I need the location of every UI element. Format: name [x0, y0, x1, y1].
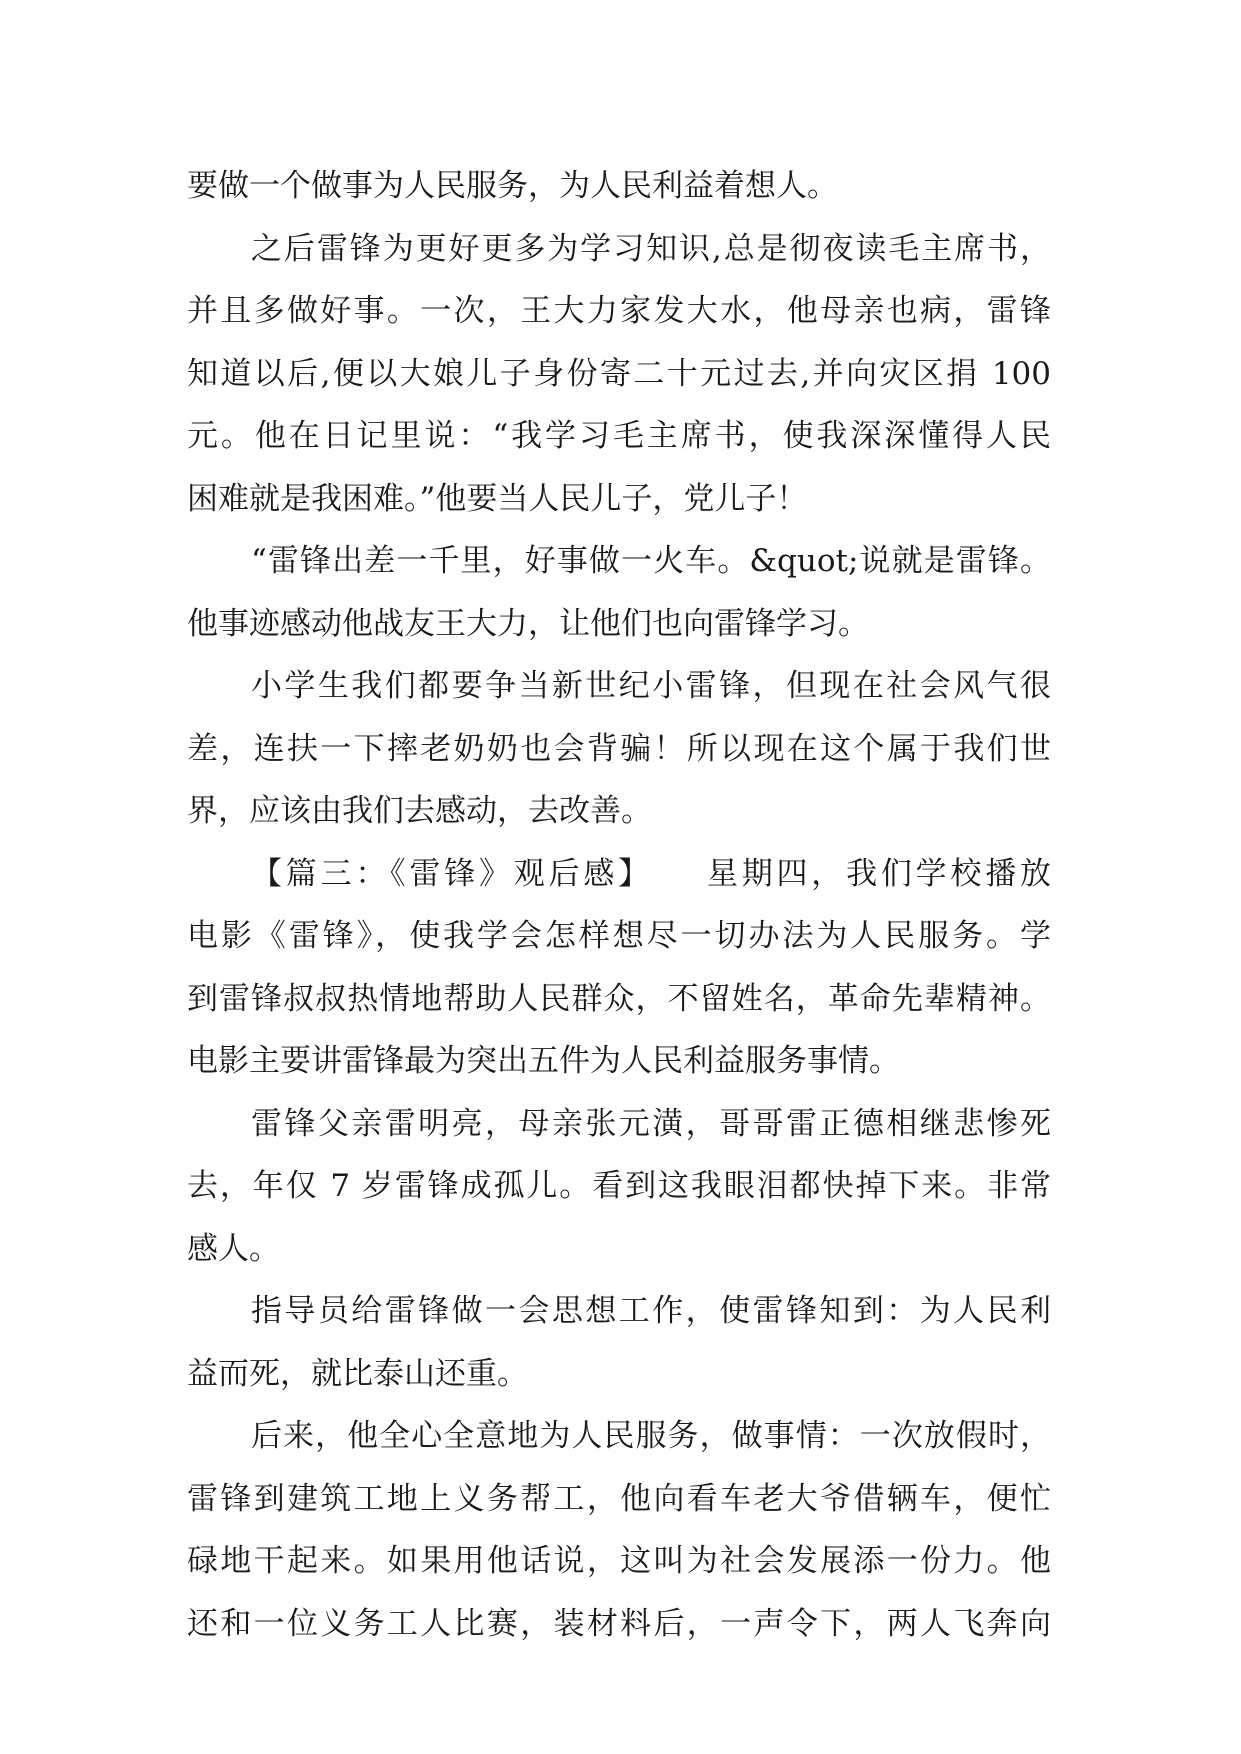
text-line: “雷锋出差一千里，好事做一火车。&quot;说就是雷锋。 [251, 543, 1051, 579]
text-line: 小学生我们都要争当新世纪小雷锋，但现在社会风气很 [251, 668, 1051, 704]
text-line: 困难就是我困难。”他要当人民儿子，党儿子！ [187, 480, 808, 517]
text-line: 还和一位义务工人比赛，装材料后，一声令下，两人飞奔向 [187, 1605, 1051, 1642]
text-line: 益而死，就比泰山还重。 [187, 1355, 528, 1392]
text-line: 指导员给雷锋做一会思想工作，使雷锋知到：为人民利 [251, 1293, 1051, 1329]
text-line: 要做一个做事为人民服务，为人民利益着想人。 [187, 168, 838, 204]
text-line: 界，应该由我们去感动，去改善。 [187, 793, 652, 829]
text-line: 碌地干起来。如果用他话说，这叫为社会发展添一份力。他 [187, 1543, 1051, 1579]
text-line: 感人。 [187, 1230, 280, 1267]
section-heading-line: 【篇三：《雷锋》观后感】 星期四，我们学校播放 [251, 855, 1051, 892]
text-line: 并且多做好事。一次，王大力家发大水，他母亲也病，雷锋 [187, 293, 1051, 329]
text-line: 差，连扶一下摔老奶奶也会背骗！所以现在这个属于我们世 [187, 730, 1051, 767]
text-line: 雷锋父亲雷明亮，母亲张元潢，哥哥雷正德相继悲惨死 [251, 1105, 1051, 1142]
text-line: 元。他在日记里说：“我学习毛主席书，使我深深懂得人民 [187, 418, 1051, 454]
text-line: 他事迹感动他战友王大力，让他们也向雷锋学习。 [187, 605, 869, 642]
body-text [187, 155, 1051, 1655]
text-line: 后来，他全心全意地为人民服务，做事情：一次放假时， [251, 1418, 1051, 1454]
text-line: 电影《雷锋》，使我学会怎样想尽一切办法为人民服务。学 [187, 918, 1051, 954]
text-line: 之后雷锋为更好更多为学习知识,总是彻夜读毛主席书， [251, 230, 1051, 267]
text-line: 电影主要讲雷锋最为突出五件为人民利益服务事情。 [187, 1043, 900, 1079]
text-line: 知道以后,便以大娘儿子身份寄二十元过去,并向灾区捐 100 [187, 355, 1051, 392]
text-line: 到雷锋叔叔热情地帮助人民群众，不留姓名，革命先辈精神。 [187, 980, 1051, 1017]
text-line: 雷锋到建筑工地上义务帮工，他向看车老大爷借辆车，便忙 [187, 1480, 1051, 1517]
text-line: 去，年仅 7 岁雷锋成孤儿。看到这我眼泪都快掉下来。非常 [187, 1168, 1051, 1204]
